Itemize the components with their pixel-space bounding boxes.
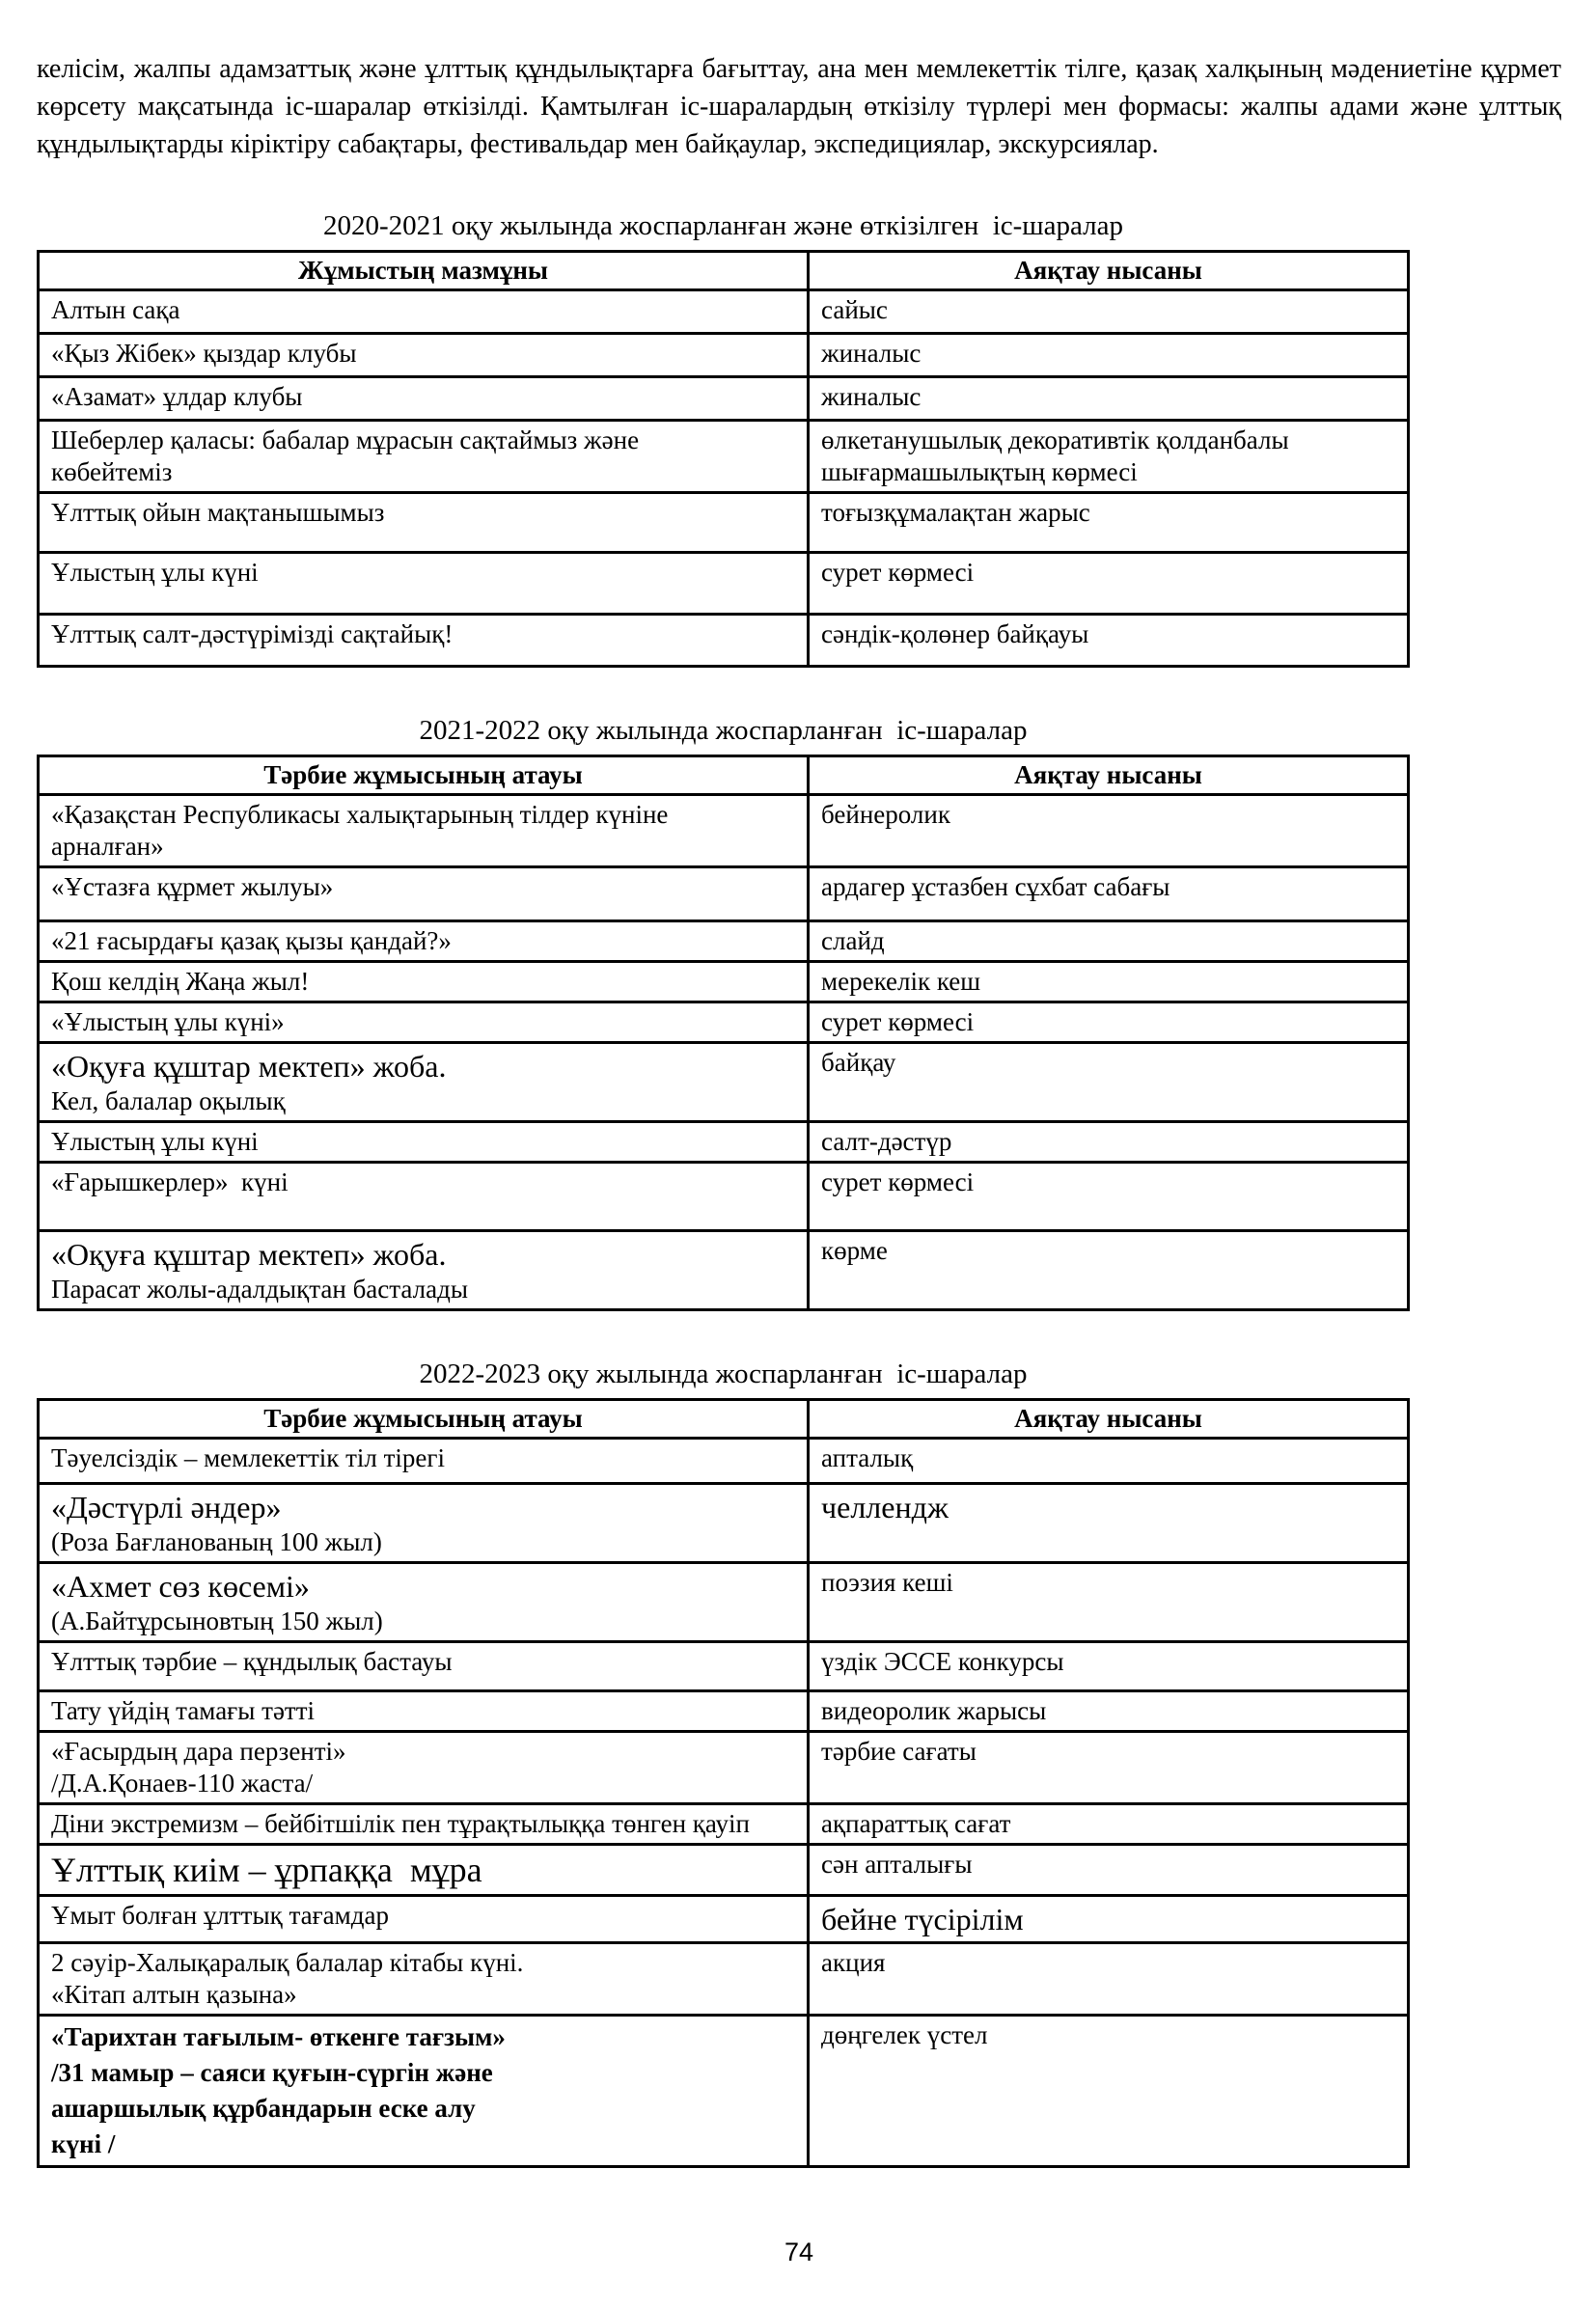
cell-text: тәрбие сағаты: [821, 1737, 977, 1766]
content-cell: [39, 290, 809, 334]
cell-text: Шеберлер қаласы: бабалар мұрасын сақтаймыз және: [51, 426, 640, 454]
cell-text: «Ғарышкерлер» күні: [51, 1167, 289, 1196]
content-cell: [39, 615, 809, 667]
cell-text: (А.Байтұрсыновтың 150 жыл): [51, 1606, 383, 1635]
cell-text: арналған»: [51, 832, 164, 861]
form-cell: [809, 1439, 1409, 1484]
form-cell: [809, 615, 1409, 667]
content-cell: [39, 795, 809, 867]
column-header-content: Тәрбие жұмысының атауы: [39, 756, 809, 795]
form-cell: [809, 1642, 1409, 1691]
form-cell: [809, 1896, 1409, 1943]
cell-text: «Ахмет сөз көсемі»: [51, 1569, 310, 1604]
cell-text: «Ғасырдың дара перзенті»: [51, 1737, 346, 1766]
cell-text: Ұмыт болған ұлттық тағамдар: [51, 1901, 389, 1930]
content-cell: [39, 962, 809, 1002]
cell-text: үздік ЭССЕ конкурсы: [821, 1647, 1064, 1676]
header-row: [39, 756, 1409, 795]
cell-text: бейне түсірілім: [821, 1902, 1024, 1936]
table-row: [39, 1896, 1409, 1943]
form-cell: [809, 421, 1409, 493]
cell-text: Кел, балалар оқылық: [51, 1086, 286, 1115]
cell-text: көбейтеміз: [51, 457, 173, 486]
form-cell: [809, 1943, 1409, 2016]
cell-text: мерекелік кеш: [821, 967, 981, 996]
cell-text: слайд: [821, 926, 885, 955]
cell-text: ашаршылық құрбандарын еске алу: [51, 2094, 476, 2123]
cell-text: /31 мамыр – саяси қуғын-сүргін және: [51, 2058, 493, 2087]
cell-text: ақпараттық сағат: [821, 1809, 1011, 1838]
content-cell: [39, 867, 809, 921]
content-cell: [39, 1163, 809, 1231]
cell-text: Тату үйдің тамағы тәтті: [51, 1696, 316, 1725]
form-cell: [809, 1804, 1409, 1845]
table-row: [39, 1122, 1409, 1163]
form-cell: [809, 334, 1409, 377]
table-row: [39, 334, 1409, 377]
form-cell: [809, 921, 1409, 962]
cell-text: Тәуелсіздік – мемлекеттік тіл тірегі: [51, 1443, 445, 1472]
content-cell: [39, 1732, 809, 1804]
form-cell: [809, 1484, 1409, 1563]
table-row: [39, 1943, 1409, 2016]
column-header-form: Аяқтау нысаны: [809, 1400, 1409, 1439]
column-header-form: Аяқтау нысаны: [809, 756, 1409, 795]
table-row: [39, 1484, 1409, 1563]
form-cell: [809, 2016, 1409, 2167]
content-cell: [39, 1642, 809, 1691]
cell-text: жиналыс: [821, 339, 922, 368]
header-row: [39, 252, 1409, 290]
form-cell: [809, 1732, 1409, 1804]
cell-text: «Азамат» ұлдар клубы: [51, 382, 303, 411]
table-row: [39, 1043, 1409, 1122]
content-cell: [39, 1043, 809, 1122]
cell-text: Ұлыстың ұлы күні: [51, 558, 259, 587]
table-row: [39, 1439, 1409, 1484]
cell-text: ардагер ұстазбен сұхбат сабағы: [821, 872, 1170, 901]
table-row: [39, 1563, 1409, 1642]
cell-text: акция: [821, 1948, 886, 1977]
column-header-form: Аяқтау нысаны: [809, 252, 1409, 290]
table-row: [39, 493, 1409, 553]
form-cell: [809, 290, 1409, 334]
content-cell: [39, 1804, 809, 1845]
cell-text: Діни экстремизм – бейбітшілік пен тұрақтылыққа төнген қауіп: [51, 1809, 750, 1838]
cell-text: «21 ғасырдағы қазақ қызы қандай?»: [51, 926, 452, 955]
cell-text: тоғызқұмалақтан жарыс: [821, 498, 1090, 527]
cell-text: байқау: [821, 1048, 896, 1077]
table-row: [39, 1845, 1409, 1896]
table-row: [39, 615, 1409, 667]
content-cell: [39, 493, 809, 553]
cell-text: челлендж: [821, 1490, 949, 1524]
table-row: [39, 1804, 1409, 1845]
form-cell: [809, 1691, 1409, 1732]
cell-text: «Қыз Жібек» қыздар клубы: [51, 339, 357, 368]
cell-text: апталық: [821, 1443, 914, 1472]
table-row: [39, 1163, 1409, 1231]
content-cell: [39, 1484, 809, 1563]
cell-text: Парасат жолы-адалдықтан басталады: [51, 1275, 468, 1304]
content-cell: [39, 1845, 809, 1896]
table-row: [39, 962, 1409, 1002]
cell-text: көрме: [821, 1236, 888, 1265]
cell-text: дөңгелек үстел: [821, 2020, 988, 2049]
table-row: [39, 553, 1409, 615]
cell-text: Қош келдің Жаңа жыл!: [51, 967, 310, 996]
table-title-2021-2022: 2021-2022 оқу жылында жоспарланған іс-шаралар: [419, 715, 1028, 746]
content-cell: [39, 421, 809, 493]
cell-text: (Роза Бағланованың 100 жыл): [51, 1527, 382, 1556]
cell-text: «Кітап алтын қазына»: [51, 1980, 297, 2009]
cell-text: 2 сәуір-Халықаралық балалар кітабы күні.: [51, 1948, 524, 1977]
intro-paragraph: келісім, жалпы адамзаттық және ұлттық құндылықтарға бағыттау, ана мен мемлекеттік тілге, қазақ халқының мәдениетіне құрмет көрсету мақсатында іс-шаралар өткізілді. Қамтылған іс-шаралардың өткізілу түрлері мен формасы: жалпы адами және ұлттық құндылықтарды кіріктіру сабақтары, фестивальдар мен байқаулар, экспедициялар, экскурсиялар.: [37, 54, 1561, 159]
content-cell: [39, 1691, 809, 1732]
content-cell: [39, 1896, 809, 1943]
cell-text: Ұлыстың ұлы күні: [51, 1127, 259, 1156]
cell-text: салт-дәстүр: [821, 1127, 952, 1156]
content-cell: [39, 1122, 809, 1163]
cell-text: Алтын сақа: [51, 295, 180, 324]
form-cell: [809, 1163, 1409, 1231]
activities-table-2022-2023: [37, 1398, 1410, 2168]
cell-text: видеоролик жарысы: [821, 1696, 1047, 1725]
content-cell: [39, 1563, 809, 1642]
content-cell: [39, 1231, 809, 1310]
form-cell: [809, 377, 1409, 421]
table-row: [39, 1002, 1409, 1043]
activities-table-2020-2021: [37, 250, 1410, 668]
content-cell: [39, 1943, 809, 2016]
content-cell: [39, 1002, 809, 1043]
page-number: 74: [784, 2237, 814, 2266]
table-row: [39, 1642, 1409, 1691]
form-cell: [809, 1563, 1409, 1642]
table-row: [39, 795, 1409, 867]
table-row: [39, 377, 1409, 421]
column-header-content: Жұмыстың мазмұны: [39, 252, 809, 290]
table-row: [39, 867, 1409, 921]
column-header-content: Тәрбие жұмысының атауы: [39, 1400, 809, 1439]
cell-text: Ұлттық салт-дәстүрімізді сақтайық!: [51, 619, 454, 648]
table-row: [39, 290, 1409, 334]
cell-text: сурет көрмесі: [821, 1007, 975, 1036]
cell-text: жиналыс: [821, 382, 922, 411]
content-cell: [39, 334, 809, 377]
form-cell: [809, 553, 1409, 615]
cell-text: Ұлттық киім – ұрпаққа мұра: [51, 1851, 482, 1889]
cell-text: «Ұлыстың ұлы күні»: [51, 1007, 285, 1036]
table-title-2022-2023: 2022-2023 оқу жылында жоспарланған іс-шаралар: [419, 1359, 1028, 1389]
form-cell: [809, 1122, 1409, 1163]
table-row: [39, 421, 1409, 493]
table-row: [39, 2016, 1409, 2167]
content-cell: [39, 2016, 809, 2167]
form-cell: [809, 1845, 1409, 1896]
form-cell: [809, 795, 1409, 867]
header-row: [39, 1400, 1409, 1439]
table-title-2020-2021: 2020-2021 оқу жылында жоспарланған және өткізілген іс-шаралар: [323, 210, 1123, 241]
cell-text: «Оқуға құштар мектеп» жоба.: [51, 1049, 447, 1084]
cell-text: поэзия кеші: [821, 1568, 953, 1597]
cell-text: «Ұстазға құрмет жылуы»: [51, 872, 334, 901]
form-cell: [809, 1231, 1409, 1310]
form-cell: [809, 1043, 1409, 1122]
content-cell: [39, 553, 809, 615]
cell-text: сурет көрмесі: [821, 1167, 975, 1196]
form-cell: [809, 493, 1409, 553]
cell-text: бейнеролик: [821, 800, 950, 829]
content-cell: [39, 1439, 809, 1484]
cell-text: «Қазақстан Республикасы халықтарының тілдер күніне: [51, 800, 669, 829]
table-row: [39, 1732, 1409, 1804]
cell-text: сән апталығы: [821, 1850, 973, 1879]
cell-text: сәндік-қолөнер байқауы: [821, 619, 1089, 648]
content-cell: [39, 921, 809, 962]
cell-text: өлкетанушылық декоративтік қолданбалы: [821, 426, 1289, 454]
cell-text: «Оқуға құштар мектеп» жоба.: [51, 1237, 447, 1272]
form-cell: [809, 962, 1409, 1002]
cell-text: сайыс: [821, 295, 888, 324]
cell-text: шығармашылықтың көрмесі: [821, 457, 1138, 486]
form-cell: [809, 1002, 1409, 1043]
content-cell: [39, 377, 809, 421]
cell-text: күні /: [51, 2129, 116, 2158]
cell-text: «Тарихтан тағылым- өткенге тағзым»: [51, 2022, 506, 2051]
cell-text: «Дәстүрлі әндер»: [51, 1490, 282, 1524]
table-row: [39, 1231, 1409, 1310]
cell-text: сурет көрмесі: [821, 558, 975, 587]
table-row: [39, 1691, 1409, 1732]
cell-text: Ұлттық ойын мақтанышымыз: [51, 498, 385, 527]
cell-text: /Д.А.Қонаев-110 жаста/: [51, 1769, 314, 1798]
table-row: [39, 921, 1409, 962]
activities-table-2021-2022: [37, 755, 1410, 1311]
form-cell: [809, 867, 1409, 921]
cell-text: Ұлттық тәрбие – құндылық бастауы: [51, 1647, 453, 1676]
